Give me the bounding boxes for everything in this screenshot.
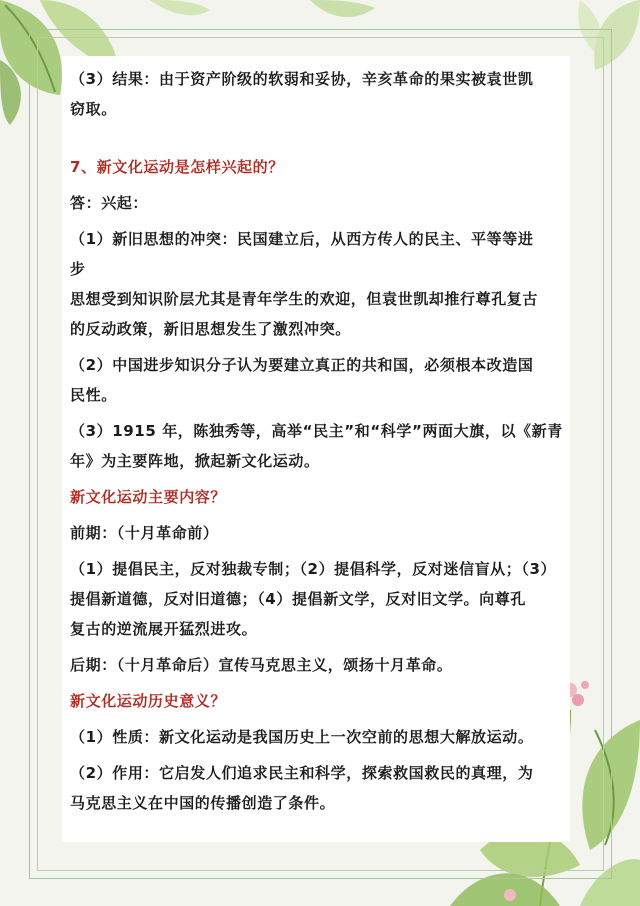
text-line: （1）性质：新文化运动是我国历史上一次空前的思想大解放运动。 bbox=[70, 728, 534, 746]
text-line: 思想受到知识阶层尤其是青年学生的欢迎，但袁世凯却推行尊孔复古 bbox=[70, 290, 539, 308]
question-heading: 新文化运动主要内容？ bbox=[70, 488, 227, 506]
text-line: （2）中国进步知识分子认为要建立真正的共和国，必须根本改造国 bbox=[70, 356, 534, 374]
text-line: 马克思主义在中国的传播创造了条件。 bbox=[70, 794, 336, 812]
text-line: 的反动政策，新旧思想发生了激烈冲突。 bbox=[70, 320, 351, 338]
question-heading: 7、新文化运动是怎样兴起的？ bbox=[70, 158, 284, 176]
text-line: 复古的逆流展开猛烈进攻。 bbox=[70, 620, 258, 638]
text-line: 提倡新道德，反对旧道德；（4）提倡新文学，反对旧文学。向尊孔 bbox=[70, 590, 526, 608]
question-heading: 新文化运动历史意义？ bbox=[70, 692, 227, 710]
text-line: 后期：（十月革命后）宣传马克思主义，颂扬十月革命。 bbox=[70, 656, 453, 674]
text-line: 年》为主要阵地，掀起新文化运动。 bbox=[70, 452, 320, 470]
text-line: （3）结果：由于资产阶级的软弱和妥协，辛亥革命的果实被袁世凯 bbox=[70, 70, 534, 88]
text-line: （2）作用：它启发人们追求民主和科学，探索救国救民的真理，为 bbox=[70, 764, 534, 782]
text-line: 步 bbox=[70, 260, 86, 278]
text-line: 前期：（十月革命前） bbox=[70, 524, 219, 542]
text-line: （1）提倡民主，反对独裁专制；（2）提倡科学，反对迷信盲从；（3） bbox=[70, 560, 557, 578]
text-line: 窃取。 bbox=[70, 100, 117, 118]
text-line: 答：兴起： bbox=[70, 194, 149, 212]
document-content bbox=[70, 64, 570, 818]
text-line: （1）新旧思想的冲突：民国建立后，从西方传人的民主、平等等进 bbox=[70, 230, 534, 248]
text-line: （3）1915 年，陈独秀等，高举“民主”和“科学”两面大旗，以《新青 bbox=[70, 422, 563, 440]
text-line: 民性。 bbox=[70, 386, 117, 404]
